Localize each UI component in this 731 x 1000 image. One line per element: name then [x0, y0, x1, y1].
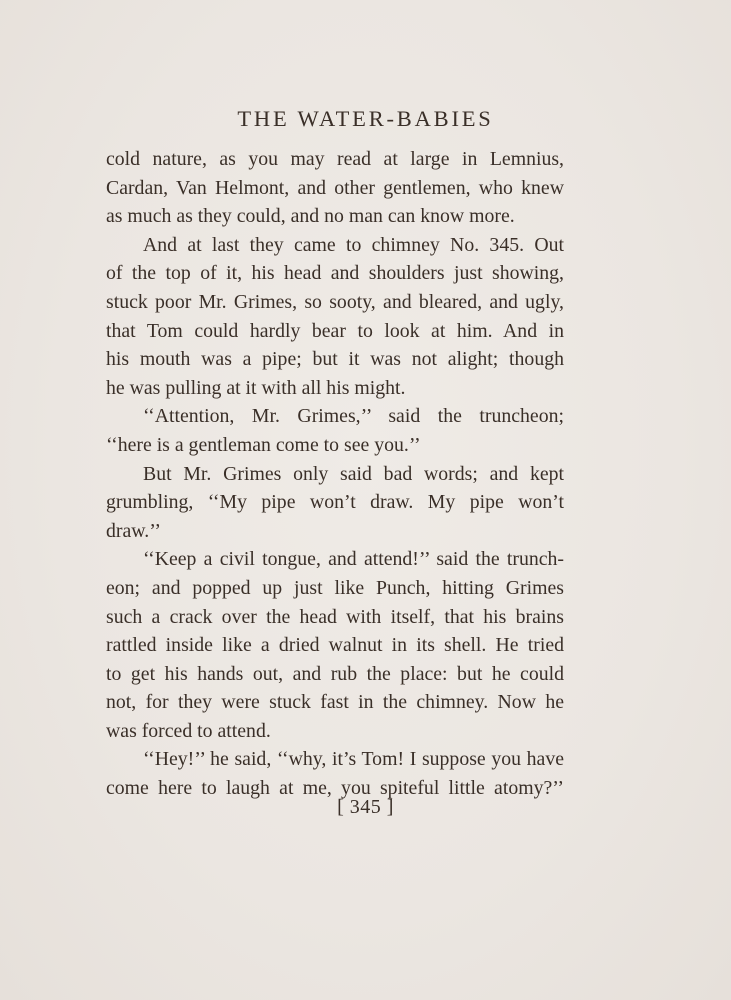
text-line: that Tom could hardly bear to look at him. And in	[106, 319, 564, 342]
paragraph	[106, 145, 564, 231]
running-head: THE WATER-BABIES	[237, 106, 494, 131]
text-line: grumbling, ‘‘My pipe won’t draw. My pipe won’t	[106, 491, 564, 514]
text-line: Cardan, Van Helmont, and other gentlemen, who knew	[106, 176, 564, 199]
text-line: draw.’’	[106, 519, 161, 542]
text-line: as much as they could, and no man can know more.	[106, 205, 515, 228]
text-line: his mouth was a pipe; but it was not alight; though	[106, 348, 564, 371]
paragraph	[106, 460, 564, 546]
paragraph	[106, 545, 564, 745]
text-line: such a crack over the head with itself, that his brains	[106, 605, 564, 628]
body-text	[106, 145, 564, 803]
text-line: to get his hands out, and rub the place: but he could	[106, 662, 564, 685]
text-line: come here to laugh at me, you spiteful little atomy?’’	[106, 777, 564, 800]
text-line: eon; and popped up just like Punch, hitting Grimes	[106, 576, 564, 599]
text-line: stuck poor Mr. Grimes, so sooty, and bleared, and ugly,	[106, 290, 564, 313]
text-line: he was pulling at it with all his might.	[106, 376, 406, 399]
text-line: of the top of it, his head and shoulders just showing,	[106, 262, 564, 285]
text-line: But Mr. Grimes only said bad words; and kept	[143, 462, 564, 485]
paragraph	[106, 745, 564, 802]
paragraph	[106, 231, 564, 403]
text-line: was forced to attend.	[106, 719, 271, 742]
text-line: ‘‘Keep a civil tongue, and attend!’’ said the trunch-	[143, 548, 564, 571]
text-line: not, for they were stuck fast in the chimney. Now he	[106, 691, 564, 714]
text-line: ‘‘here is a gentleman come to see you.’’	[106, 433, 421, 456]
text-line: cold nature, as you may read at large in Lemnius,	[106, 148, 564, 170]
text-line: ‘‘Hey!’’ he said, ‘‘why, it’s Tom! I suppose you have	[143, 748, 564, 771]
text-line: ‘‘Attention, Mr. Grimes,’’ said the truncheon;	[143, 405, 564, 428]
page-number: [ 345 ]	[337, 796, 394, 818]
text-line: rattled inside like a dried walnut in its shell. He tried	[106, 634, 564, 657]
text-line: And at last they came to chimney No. 345. Out	[143, 233, 564, 256]
paragraph	[106, 402, 564, 459]
